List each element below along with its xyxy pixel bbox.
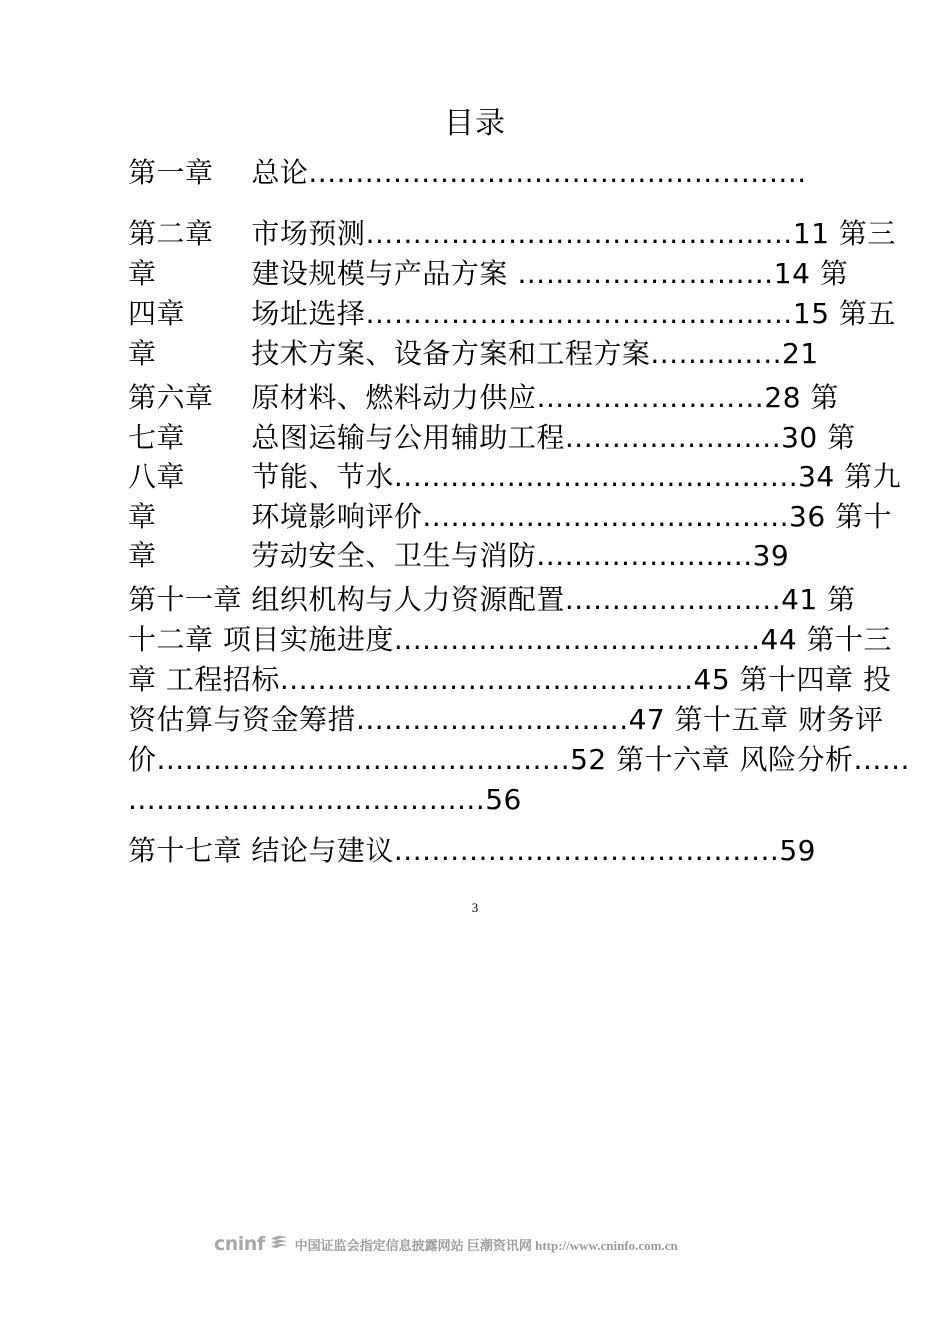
- footer: [214, 1233, 678, 1255]
- toc-line-3: 章 建设规模与产品方案 ………………………14 第: [128, 257, 849, 290]
- toc-line-5: 章 技术方案、设备方案和工程方案..............21: [128, 337, 819, 370]
- toc-line-16: ......................................56: [128, 783, 522, 816]
- toc-line-10: 章 劳动安全、卫生与消防.......................39: [128, 539, 790, 572]
- toc-line-6: 第六章 原材料、燃料动力供应……………………28 第: [128, 381, 839, 414]
- toc-line-17: 第十七章 结论与建议.........................................59: [128, 834, 816, 867]
- footer-text: 中国证监会指定信息披露网站 巨潮资讯网 http://www.cninfo.com.cn: [294, 1237, 678, 1253]
- toc-line-11: 第十一章 组织机构与人力资源配置.......................41 第: [128, 583, 856, 616]
- toc-line-8: 八章 节能、节水...........................................34 第九: [128, 460, 902, 493]
- toc-line-14: 资估算与资金筹措.............................47 第十五章 财务评: [128, 703, 884, 736]
- toc-line-12: 十二章 项目实施进度.......................................44 第十三: [128, 623, 893, 656]
- page-number: 3: [471, 900, 479, 915]
- toc-line-9: 章 环境影响评价.......................................36 第十: [128, 500, 893, 533]
- toc-title: 目录: [444, 106, 506, 141]
- footer-logo: cninf: [214, 1233, 265, 1255]
- toc-line-2: 第二章 市场预测………………………………………11 第三: [128, 217, 896, 250]
- toc-line-4: 四章 场址选择………………………………………15 第五: [128, 297, 896, 330]
- toc-line-15: 价............................................52 第十六章 风险分析......: [128, 743, 910, 776]
- toc-line-13: 章 工程招标............................................45 第十四章 投: [128, 663, 892, 696]
- toc-line-1: 第一章 总论.....................................................: [128, 156, 807, 189]
- cninfo-logo-icon: [269, 1234, 289, 1254]
- toc-line-7: 七章 总图运输与公用辅助工程.......................30 第: [128, 421, 856, 454]
